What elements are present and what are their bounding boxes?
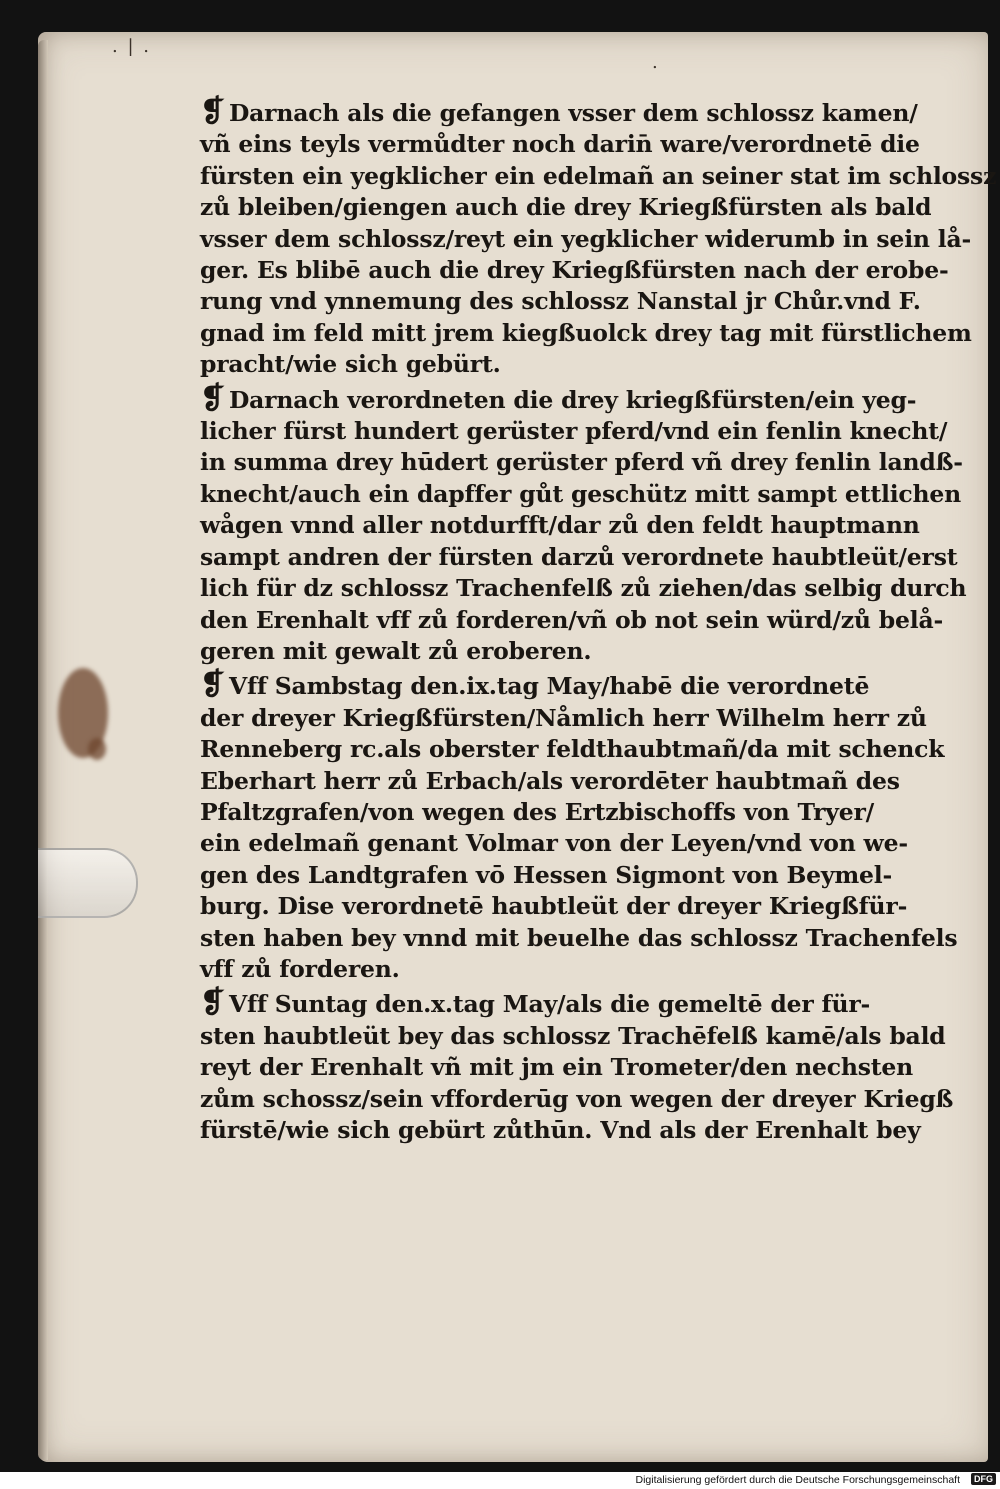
- text-line: der dreyer Kriegßfürsten/Nåmlich herr Wilhelm herr zů: [200, 703, 927, 732]
- text-line: burg. Dise verordnetē haubtleüt der dreyer Kriegßfür-: [200, 892, 908, 921]
- top-left-marks: . | .: [112, 36, 151, 57]
- paragraph-1: [200, 94, 997, 381]
- text-line: ❡ Darnach als die gefangen vsser dem schlossz kamen/: [200, 94, 918, 129]
- text-line: reyt der Erenhalt vñ mit jm ein Trometer/den nechsten: [200, 1053, 914, 1082]
- text-line: knecht/auch ein dapffer gůt geschütz mitt sampt ettlichen: [200, 479, 962, 508]
- pilcrow-icon: ❡: [200, 94, 225, 129]
- text-line: zům schossz/sein vfforderūg von wegen der dreyer Kriegß: [200, 1084, 954, 1113]
- text-line: geren mit gewalt zů eroberen.: [200, 636, 592, 665]
- funding-credit: Digitalisierung gefördert durch die Deutsche Forschungsgemeinschaft: [635, 1474, 960, 1486]
- text-line: vñ eins teyls vermůdter noch darin̄ ware/verordnetē die: [200, 130, 920, 159]
- text-line: sten haubtleüt bey das schlossz Trachēfelß kamē/als bald: [200, 1021, 946, 1050]
- dfg-logo: DFG: [971, 1473, 996, 1485]
- text-line: fürstē/wie sich gebürt zůthūn. Vnd als der Erenhalt bey: [200, 1116, 921, 1144]
- text-line: ❡ Vff Sambstag den.ix.tag May/habē die verordnetē: [200, 667, 870, 703]
- text-line: ger. Es blibē auch die drey Kriegßfürsten nach der erobe-: [200, 256, 949, 285]
- text-line: Eberhart herr zů Erbach/als verordēter haubtmañ des: [200, 766, 900, 795]
- text-line: vsser dem schlossz/reyt ein yegklicher widerumb in sein lå-: [200, 224, 972, 253]
- text-line: sampt andren der fürsten darzů verordnete haubtleüt/erst: [200, 542, 958, 571]
- text-line: gnad im feld mitt jrem kiegßuolck drey tag mit fürstlichem: [200, 318, 972, 347]
- text-line: ❡ Vff Suntag den.x.tag May/als die gemeltē der für-: [200, 985, 871, 1021]
- text-line: ein edelmañ genant Volmar von der Leyen/vnd von we-: [200, 829, 908, 858]
- text-line: ❡ Darnach verordneten die drey kriegßfürsten/ein yeg-: [200, 380, 917, 416]
- text-line: licher fürst hundert gerüster pferd/vnd ein fenlin knecht/: [200, 417, 948, 446]
- text-line: gen des Landtgrafen vō Hessen Sigmont von Beymel-: [200, 860, 893, 889]
- pilcrow-icon: ❡: [200, 985, 225, 1021]
- text-line: in summa drey hūdert gerüster pferd vñ drey fenlin landß-: [200, 448, 963, 477]
- text-line: den Erenhalt vff zů forderen/vñ ob not sein würd/zů belå-: [200, 605, 944, 634]
- paragraph-4: [200, 987, 960, 1146]
- paragraph-3: [200, 669, 960, 985]
- pilcrow-icon: ❡: [200, 380, 225, 416]
- footer-bar: [0, 1472, 1000, 1489]
- page-edge: [38, 40, 48, 1460]
- text-line: pracht/wie sich gebürt.: [200, 350, 501, 379]
- text-line: Pfaltzgrafen/von wegen des Ertzbischoffs von Tryer/: [200, 797, 875, 826]
- text-line: lich für dz schlossz Trachenfelß zů ziehen/das selbig durch: [200, 574, 967, 603]
- plastic-page-clip: [38, 848, 138, 918]
- text-line: vff zů forderen.: [200, 954, 400, 983]
- pilcrow-icon: ❡: [200, 667, 225, 703]
- text-line: wågen vnnd aller notdurfft/dar zů den feldt hauptmann: [200, 511, 920, 540]
- text-line: rung vnd ynnemung des schlossz Nanstal jr Chůr.vnd F.: [200, 287, 921, 316]
- body-text: [200, 94, 997, 1148]
- text-line: sten haben bey vnnd mit beuelhe das schlossz Trachenfels: [200, 923, 958, 952]
- text-line: zů bleiben/giengen auch die drey Kriegßfürsten als bald: [200, 193, 932, 222]
- ink-stain-small: [88, 738, 106, 760]
- text-line: Renneberg rc.als oberster feldthaubtmañ/da mit schenck: [200, 735, 945, 764]
- top-center-mark: .: [652, 52, 660, 73]
- paragraph-2: [200, 380, 967, 668]
- text-line: fürsten ein yegklicher ein edelmañ an seiner stat im schlossz: [200, 161, 997, 190]
